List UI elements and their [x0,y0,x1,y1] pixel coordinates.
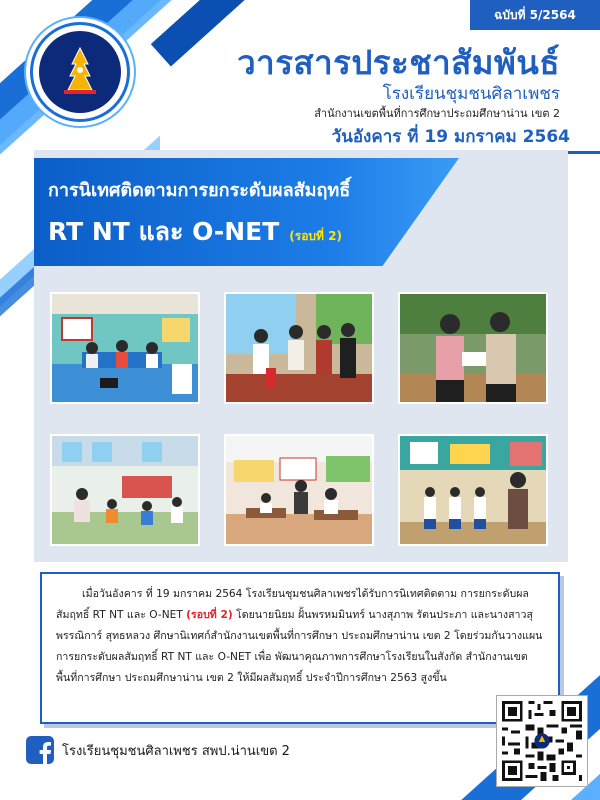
school-logo [30,22,130,122]
staff-visit-photo [224,292,374,404]
facebook-page-label[interactable]: โรงเรียนชุมชนศิลาเพชร สพป.น่านเขต 2 [62,744,290,759]
newsletter-title: วารสารประชาสัมพันธ์ [237,43,560,82]
headline-line2: RT NT และ O-NET [48,217,280,246]
publish-date-text: วันอังคาร ที่ 19 มกราคม 2564 [331,127,570,147]
body-text-part2: โดยนายนิยม ฝั้นพรหมมินทร์ นางสุภาพ รัตนประภา และนางสาวสุพรรณิการ์ สุทธหลวง ศึกษานิเทศก์สำนักงานเขตพื้นที่การศึกษา ประถมศึกษาน่าน เขต 2 โดยร่วมกันวางแผนการยกระดับผลสัมฤทธิ์ RT NT และ O-NET เพื่อ พัฒนาคุณภาพการศึกษาโรงเรียนในสังกัด สำนักงานเขตพื้นที่การศึกษา ประถมศึกษาน่าน เขต 2 ให้มีผลสัมฤทธิ์ ประจำปีการศึกษา 2563 สูงขึ้น [56,609,543,684]
school-name: โรงเรียนชุมชนศิลาเพชร [382,84,560,104]
body-text-part1: เมื่อวันอังคาร ที่ 19 มกราคม 2564 โรงเรียนชุมชนศิลาเพชรได้รับการนิเทศติดตาม การยกระดับผลสัมฤทธิ์ RT NT และ O-NET [56,588,529,621]
qr-code-icon[interactable] [497,696,587,786]
teachers-discussion-photo [398,292,548,404]
headline-line1: การนิเทศติดตามการยกระดับผลสัมฤทธิ์ [48,180,351,201]
kindergarten-class-photo [50,434,200,546]
headline-round: (รอบที่ 2) [289,229,342,243]
office-name: สำนักงานเขตพื้นที่การศึกษาประถมศึกษาน่าน เขต 2 [314,107,560,120]
classroom-meeting-photo [50,292,200,404]
facebook-icon[interactable] [26,736,54,764]
headline-line2-row [48,212,342,252]
school-emblem-icon [39,31,121,113]
article-body [40,572,560,724]
body-round-highlight: (รอบที่ 2) [186,609,233,621]
students-showing-work-photo [398,434,548,546]
issue-number: ฉบับที่ 5/2564 [470,0,600,30]
student-classroom-photo [224,434,374,546]
